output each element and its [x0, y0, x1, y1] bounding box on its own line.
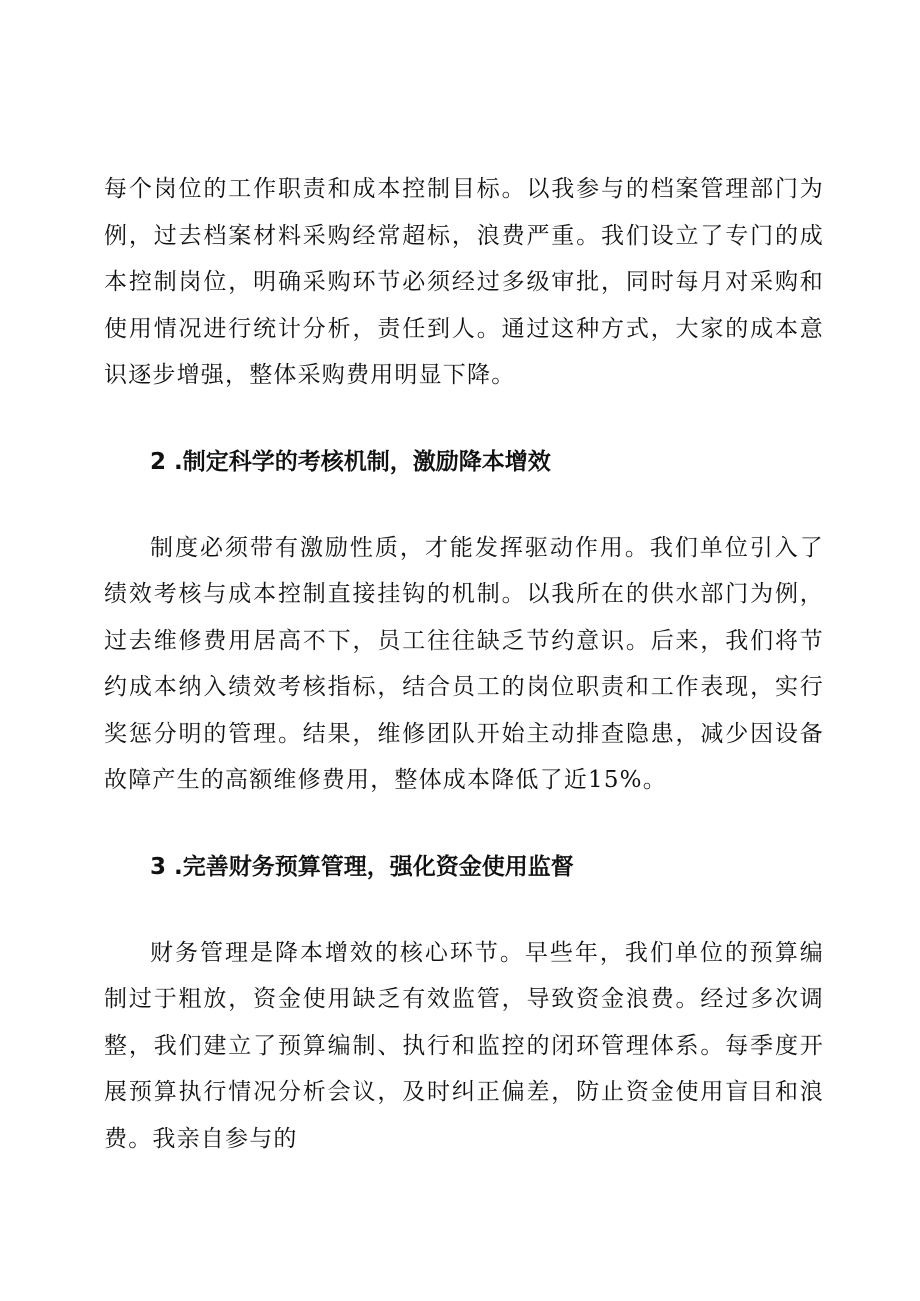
section-heading-2: 2 .制定科学的考核机制，激励降本增效 [150, 448, 551, 475]
paragraph-section-2: 制度必须带有激励性质，才能发挥驱动作用。我们单位引入了绩效考核与成本控制直接挂钩的机制。以我所在的供水部门为例，过去维修费用居高不下，员工往往缺乏节约意识。后来，我们将节约成本纳入绩效考核指标，结合员工的岗位职责和工作表现，实行奖惩分明的管理。结果，维修团队开始主动排查隐患，减少因设备故障产生的高额维修费用，整体成本降低了近15%。 [104, 534, 824, 793]
spacer [104, 804, 824, 844]
document-body [104, 166, 824, 1162]
paragraph-continued: 每个岗位的工作职责和成本控制目标。以我参与的档案管理部门为例，过去档案材料采购经常超标，浪费严重。我们设立了专门的成本控制岗位，明确采购环节必须经过多级审批，同时每月对采购和使用情况进行统计分析，责任到人。通过这种方式，大家的成本意识逐步增强，整体采购费用明显下降。 [104, 176, 824, 388]
paragraph-section-3: 财务管理是降本增效的核心环节。早些年，我们单位的预算编制过于粗放，资金使用缺乏有效监管，导致资金浪费。经过多次调整，我们建立了预算编制、执行和监控的闭环管理体系。每季度开展预算执行情况分析会议，及时纠正偏差，防止资金使用盲目和浪费。我亲自参与的 [104, 939, 824, 1152]
spacer [104, 399, 824, 439]
spacer [104, 485, 824, 525]
section-heading-3: 3 .完善财务预算管理，强化资金使用监督 [150, 853, 574, 880]
spacer [104, 890, 824, 930]
